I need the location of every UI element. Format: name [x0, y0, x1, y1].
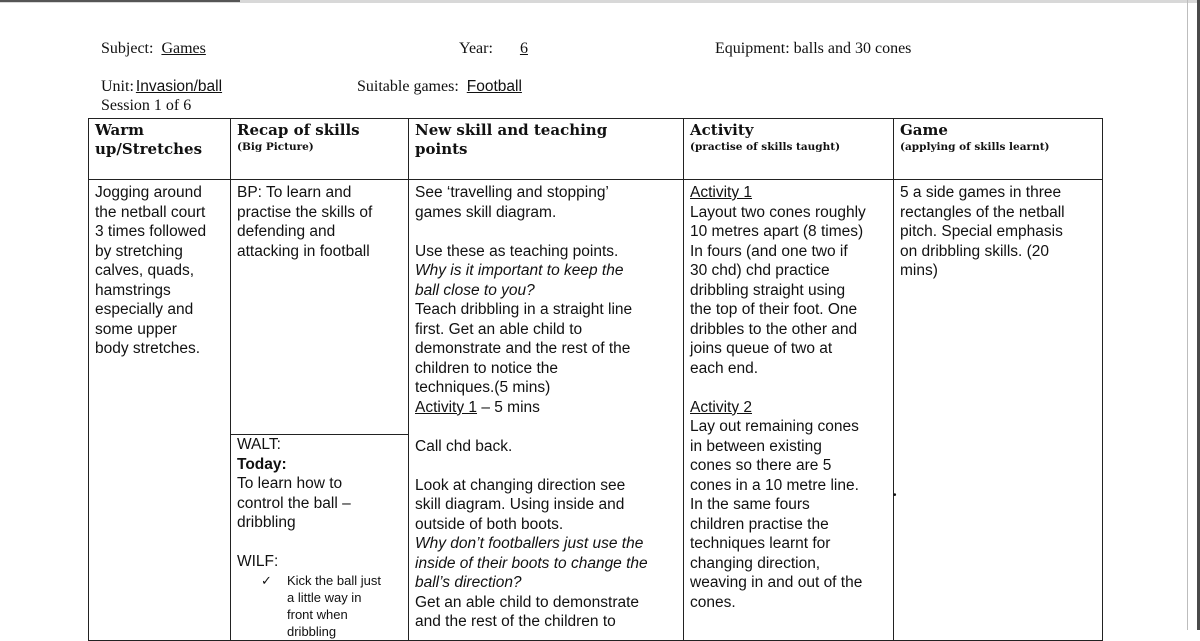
session-field: Session 1 of 6	[101, 97, 192, 114]
suitable-games-field	[357, 78, 522, 96]
year-value: 6	[519, 40, 528, 57]
col-header-game: Game (applying of skills learnt)	[894, 119, 1103, 180]
table-header-row	[89, 119, 1103, 180]
scan-edge-top	[0, 0, 1200, 3]
wilf-label: WILF:	[237, 553, 279, 570]
activity-2-title: Activity 2	[690, 398, 753, 416]
year-label: Year:	[459, 40, 493, 57]
activity-cell: Activity 1 Layout two cones roughly 10 metres apart (8 times) In fours (and one two if 30 chd) chd practice dribbling straight using the top of their foot. One dribbles to the other and joins queue of two at each end. Activity 2 Lay out remaining cones in between existing cones so there are 5 cones in a 10 metre line. In the same fours children practise the techniques learnt for changing direction, weaving in and out of the cones.	[684, 180, 894, 641]
new-skill-cell: See ‘travelling and stopping’ games skill diagram. Use these as teaching points. Why is it important to keep the ball close to you? Teach dribbling in a straight line first. Get an able child to demonstrate and the rest of the children to notice the techniques.(5 mins) Activity 1 – 5 mins Call chd back. Look at changing direction see skill diagram. Using inside and outside of both boots. Why don’t footballers just use the inside of their boots to change the ball’s direction? Get an able child to demonstrate and the rest of the children to	[409, 180, 684, 641]
unit-value: Invasion/ball	[135, 78, 223, 95]
unit-field	[101, 78, 222, 96]
recap-cell	[231, 180, 409, 641]
col-header-new-skill: New skill and teaching points	[409, 119, 684, 180]
subject-label: Subject:	[101, 40, 154, 57]
today-label: Today:	[237, 455, 287, 473]
walt-block: WALT: Today: To learn how to control the ball – dribbling WILF: ✓ Kick the ball just a little way in front when dribbling	[231, 434, 408, 640]
big-picture-block: BP: To learn and practise the skills of defending and attacking in football	[237, 184, 373, 260]
col-header-activity: Activity (practise of skills taught)	[684, 119, 894, 180]
stray-mark: •	[893, 490, 897, 501]
subject-value: Games	[161, 40, 206, 57]
col-header-recap: Recap of skills (Big Picture)	[231, 119, 409, 180]
game-cell: 5 a side games in three rectangles of the netball pitch. Special emphasis on dribbling skills. (20 mins)	[894, 180, 1103, 641]
suitable-games-value: Football	[466, 78, 522, 95]
col-header-warmup: Warm up/Stretches	[89, 119, 231, 180]
equipment-field: Equipment: balls and 30 cones	[715, 40, 912, 57]
unit-label: Unit:	[101, 78, 134, 95]
activity-1-title: Activity 1	[690, 184, 753, 201]
checkmark-icon: ✓	[261, 572, 272, 588]
year-field	[459, 40, 553, 58]
wilf-item: ✓ Kick the ball just a little way in front when dribbling	[261, 572, 381, 639]
subject-field	[101, 40, 206, 58]
scan-edge-line	[1187, 0, 1188, 630]
activity-1-ref: Activity 1 – 5 mins	[415, 398, 540, 416]
suitable-games-label: Suitable games:	[357, 78, 459, 95]
table-body-row	[89, 180, 1103, 641]
lesson-plan-table	[88, 118, 1103, 641]
walt-label: WALT:	[237, 436, 281, 453]
warmup-cell: Jogging around the netball court 3 times followed by stretching calves, quads, hamstrings especially and some upper body stretches.	[89, 180, 231, 641]
